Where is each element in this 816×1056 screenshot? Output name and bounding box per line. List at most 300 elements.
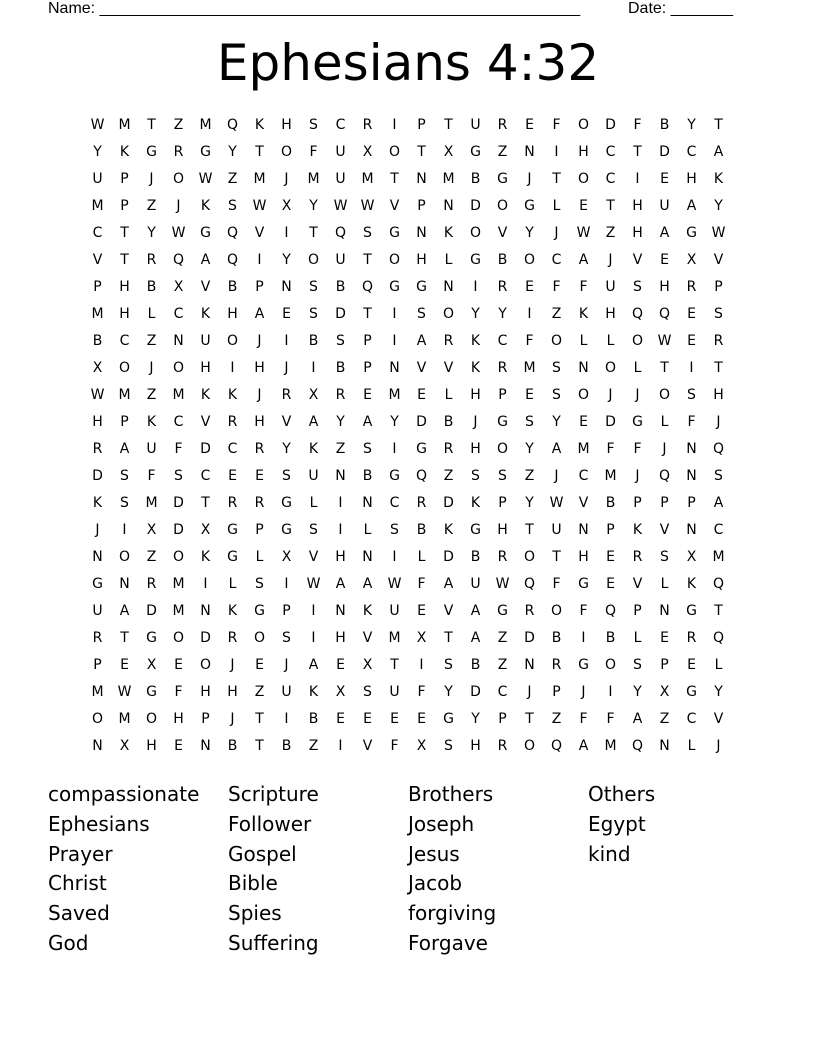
grid-letter[interactable]: Q <box>523 576 536 592</box>
grid-letter[interactable]: T <box>714 360 723 376</box>
grid-letter[interactable]: F <box>552 279 561 295</box>
grid-letter[interactable]: V <box>362 630 373 646</box>
grid-letter[interactable]: Q <box>658 306 671 322</box>
grid-letter[interactable]: K <box>227 603 238 619</box>
grid-letter[interactable]: U <box>335 252 346 268</box>
grid-letter[interactable]: T <box>444 117 453 133</box>
grid-letter[interactable]: E <box>336 711 345 727</box>
grid-letter[interactable]: R <box>92 630 103 646</box>
grid-letter[interactable]: Z <box>551 711 562 727</box>
grid-letter[interactable]: O <box>577 387 590 403</box>
grid-letter[interactable]: O <box>172 630 185 646</box>
grid-letter[interactable]: M <box>172 387 185 403</box>
grid-letter[interactable]: H <box>632 225 643 241</box>
grid-letter[interactable]: W <box>117 684 132 700</box>
grid-letter[interactable]: O <box>253 630 266 646</box>
grid-letter[interactable]: Y <box>228 144 237 160</box>
grid-letter[interactable]: O <box>226 333 239 349</box>
grid-letter[interactable]: I <box>257 252 262 268</box>
grid-letter[interactable]: I <box>392 441 397 457</box>
grid-letter[interactable]: A <box>713 144 724 160</box>
grid-letter[interactable]: G <box>524 198 535 214</box>
grid-letter[interactable]: C <box>497 333 508 349</box>
grid-letter[interactable]: G <box>389 225 400 241</box>
grid-letter[interactable]: X <box>146 522 157 538</box>
grid-letter[interactable]: T <box>201 495 210 511</box>
grid-letter[interactable]: Q <box>226 117 239 133</box>
grid-letter[interactable]: R <box>497 549 508 565</box>
grid-letter[interactable]: V <box>200 279 211 295</box>
grid-letter[interactable]: O <box>91 711 104 727</box>
grid-letter[interactable]: Y <box>309 198 318 214</box>
grid-letter[interactable]: W <box>387 576 402 592</box>
grid-letter[interactable]: I <box>635 171 640 187</box>
grid-letter[interactable]: F <box>174 441 183 457</box>
grid-letter[interactable]: P <box>120 198 129 214</box>
grid-letter[interactable]: I <box>581 630 586 646</box>
grid-letter[interactable]: P <box>417 117 426 133</box>
grid-letter[interactable]: U <box>605 279 616 295</box>
grid-letter[interactable]: Y <box>714 198 723 214</box>
grid-letter[interactable]: R <box>497 360 508 376</box>
grid-letter[interactable]: V <box>578 495 589 511</box>
grid-letter[interactable]: Y <box>525 441 534 457</box>
grid-letter[interactable]: M <box>361 171 374 187</box>
grid-letter[interactable]: K <box>578 306 589 322</box>
grid-letter[interactable]: T <box>120 630 129 646</box>
grid-letter[interactable]: G <box>470 144 481 160</box>
grid-letter[interactable]: O <box>118 360 131 376</box>
grid-letter[interactable]: N <box>200 738 211 754</box>
grid-letter[interactable]: L <box>687 738 696 754</box>
grid-letter[interactable]: H <box>227 684 238 700</box>
grid-letter[interactable]: T <box>120 225 129 241</box>
grid-letter[interactable]: U <box>308 468 319 484</box>
grid-letter[interactable]: J <box>473 414 478 430</box>
grid-letter[interactable]: K <box>200 387 211 403</box>
grid-letter[interactable]: C <box>578 468 589 484</box>
grid-letter[interactable]: A <box>416 333 427 349</box>
grid-letter[interactable]: W <box>360 198 375 214</box>
grid-letter[interactable]: X <box>659 684 670 700</box>
grid-letter[interactable]: C <box>551 252 562 268</box>
grid-letter[interactable]: S <box>687 387 696 403</box>
grid-letter[interactable]: B <box>308 711 319 727</box>
grid-letter[interactable]: P <box>633 603 642 619</box>
grid-letter[interactable]: I <box>419 657 424 673</box>
grid-letter[interactable]: Q <box>361 279 374 295</box>
grid-letter[interactable]: V <box>659 522 670 538</box>
grid-letter[interactable]: N <box>686 441 697 457</box>
grid-letter[interactable]: S <box>309 117 318 133</box>
grid-letter[interactable]: K <box>470 360 481 376</box>
grid-letter[interactable]: G <box>389 279 400 295</box>
grid-letter[interactable]: M <box>604 738 617 754</box>
grid-letter[interactable]: N <box>119 576 130 592</box>
grid-letter[interactable]: R <box>227 495 238 511</box>
grid-letter[interactable]: H <box>578 144 589 160</box>
grid-letter[interactable]: R <box>686 630 697 646</box>
grid-letter[interactable]: G <box>686 684 697 700</box>
grid-letter[interactable]: T <box>606 198 615 214</box>
grid-letter[interactable]: S <box>120 468 129 484</box>
grid-letter[interactable]: X <box>416 738 427 754</box>
letter-grid[interactable] <box>84 112 732 760</box>
grid-letter[interactable]: Z <box>497 144 508 160</box>
grid-letter[interactable]: D <box>416 414 427 430</box>
grid-letter[interactable]: K <box>713 171 724 187</box>
grid-letter[interactable]: O <box>496 198 509 214</box>
grid-letter[interactable]: E <box>174 738 183 754</box>
grid-letter[interactable]: O <box>523 738 536 754</box>
grid-letter[interactable]: I <box>311 360 316 376</box>
grid-letter[interactable]: K <box>92 495 103 511</box>
grid-letter[interactable]: J <box>527 684 532 700</box>
grid-letter[interactable]: R <box>335 387 346 403</box>
grid-letter[interactable]: B <box>470 549 481 565</box>
grid-letter[interactable]: L <box>606 333 615 349</box>
grid-letter[interactable]: O <box>604 360 617 376</box>
grid-letter[interactable]: E <box>255 657 264 673</box>
grid-letter[interactable]: B <box>605 630 616 646</box>
grid-letter[interactable]: A <box>362 576 373 592</box>
grid-letter[interactable]: L <box>417 549 426 565</box>
grid-letter[interactable]: I <box>338 495 343 511</box>
grid-letter[interactable]: O <box>442 306 455 322</box>
grid-letter[interactable]: R <box>497 279 508 295</box>
grid-letter[interactable]: D <box>443 495 454 511</box>
grid-letter[interactable]: D <box>173 522 184 538</box>
grid-letter[interactable]: R <box>632 549 643 565</box>
grid-letter[interactable]: Z <box>335 441 346 457</box>
grid-letter[interactable]: S <box>363 225 372 241</box>
grid-letter[interactable]: D <box>200 630 211 646</box>
grid-letter[interactable]: Z <box>308 738 319 754</box>
grid-letter[interactable]: P <box>660 495 669 511</box>
grid-letter[interactable]: U <box>335 171 346 187</box>
grid-letter[interactable]: L <box>363 522 372 538</box>
grid-letter[interactable]: I <box>284 711 289 727</box>
grid-letter[interactable]: K <box>632 522 643 538</box>
grid-letter[interactable]: T <box>363 252 372 268</box>
grid-letter[interactable]: E <box>579 414 588 430</box>
grid-letter[interactable]: G <box>686 225 697 241</box>
grid-letter[interactable]: M <box>388 630 401 646</box>
grid-letter[interactable]: E <box>336 657 345 673</box>
grid-letter[interactable]: G <box>686 603 697 619</box>
grid-letter[interactable]: X <box>362 657 373 673</box>
grid-letter[interactable]: X <box>92 360 103 376</box>
grid-letter[interactable]: H <box>470 441 481 457</box>
grid-letter[interactable]: H <box>335 549 346 565</box>
grid-letter[interactable]: A <box>200 252 211 268</box>
grid-letter[interactable]: O <box>550 603 563 619</box>
grid-letter[interactable]: Q <box>604 603 617 619</box>
grid-letter[interactable]: M <box>577 441 590 457</box>
grid-letter[interactable]: Z <box>254 684 265 700</box>
grid-letter[interactable]: B <box>227 738 238 754</box>
grid-letter[interactable]: L <box>309 495 318 511</box>
grid-letter[interactable]: U <box>389 684 400 700</box>
grid-letter[interactable]: E <box>363 711 372 727</box>
grid-letter[interactable]: I <box>392 306 397 322</box>
grid-letter[interactable]: G <box>146 630 157 646</box>
grid-letter[interactable]: F <box>687 414 696 430</box>
grid-letter[interactable]: P <box>255 279 264 295</box>
grid-letter[interactable]: Z <box>173 117 184 133</box>
grid-letter[interactable]: B <box>470 171 481 187</box>
grid-letter[interactable]: E <box>120 657 129 673</box>
grid-letter[interactable]: Z <box>524 468 535 484</box>
grid-letter[interactable]: U <box>389 603 400 619</box>
grid-letter[interactable]: V <box>443 603 454 619</box>
grid-letter[interactable]: Y <box>687 117 696 133</box>
grid-letter[interactable]: J <box>257 387 262 403</box>
grid-letter[interactable]: H <box>146 738 157 754</box>
grid-letter[interactable]: U <box>281 684 292 700</box>
grid-letter[interactable]: T <box>552 171 561 187</box>
grid-letter[interactable]: F <box>417 576 426 592</box>
grid-letter[interactable]: O <box>172 549 185 565</box>
grid-letter[interactable]: B <box>470 657 481 673</box>
grid-letter[interactable]: K <box>686 576 697 592</box>
grid-letter[interactable]: N <box>524 144 535 160</box>
grid-letter[interactable]: T <box>525 711 534 727</box>
grid-letter[interactable]: I <box>230 360 235 376</box>
grid-letter[interactable]: X <box>362 144 373 160</box>
grid-letter[interactable]: O <box>172 171 185 187</box>
grid-letter[interactable]: Q <box>712 441 725 457</box>
grid-letter[interactable]: S <box>417 306 426 322</box>
grid-letter[interactable]: I <box>338 522 343 538</box>
grid-letter[interactable]: H <box>686 171 697 187</box>
grid-letter[interactable]: J <box>554 225 559 241</box>
grid-letter[interactable]: O <box>577 117 590 133</box>
grid-letter[interactable]: S <box>633 657 642 673</box>
grid-letter[interactable]: K <box>200 549 211 565</box>
grid-letter[interactable]: V <box>443 360 454 376</box>
grid-letter[interactable]: G <box>92 576 103 592</box>
grid-letter[interactable]: O <box>523 549 536 565</box>
grid-letter[interactable]: L <box>444 252 453 268</box>
grid-letter[interactable]: P <box>120 171 129 187</box>
grid-letter[interactable]: B <box>362 468 373 484</box>
grid-letter[interactable]: L <box>660 576 669 592</box>
grid-letter[interactable]: W <box>333 198 348 214</box>
grid-letter[interactable]: S <box>633 279 642 295</box>
grid-letter[interactable]: C <box>686 144 697 160</box>
grid-letter[interactable]: Q <box>712 576 725 592</box>
grid-letter[interactable]: C <box>227 441 238 457</box>
grid-letter[interactable]: O <box>577 171 590 187</box>
grid-letter[interactable]: R <box>146 252 157 268</box>
grid-letter[interactable]: Z <box>605 225 616 241</box>
grid-letter[interactable]: V <box>200 414 211 430</box>
grid-letter[interactable]: U <box>92 603 103 619</box>
grid-letter[interactable]: Z <box>146 549 157 565</box>
grid-letter[interactable]: S <box>282 468 291 484</box>
grid-letter[interactable]: J <box>257 333 262 349</box>
grid-letter[interactable]: H <box>470 387 481 403</box>
grid-letter[interactable]: F <box>606 711 615 727</box>
grid-letter[interactable]: V <box>713 252 724 268</box>
grid-letter[interactable]: J <box>635 468 640 484</box>
grid-letter[interactable]: G <box>416 441 427 457</box>
grid-letter[interactable]: O <box>145 711 158 727</box>
grid-letter[interactable]: D <box>173 495 184 511</box>
grid-letter[interactable]: O <box>172 360 185 376</box>
grid-letter[interactable]: R <box>524 603 535 619</box>
grid-letter[interactable]: F <box>579 603 588 619</box>
grid-letter[interactable]: S <box>336 333 345 349</box>
grid-letter[interactable]: M <box>388 387 401 403</box>
grid-letter[interactable]: S <box>552 387 561 403</box>
grid-letter[interactable]: X <box>119 738 130 754</box>
grid-letter[interactable]: G <box>227 522 238 538</box>
grid-letter[interactable]: N <box>416 225 427 241</box>
grid-letter[interactable]: S <box>498 468 507 484</box>
grid-letter[interactable]: N <box>686 522 697 538</box>
grid-letter[interactable]: Q <box>226 252 239 268</box>
grid-letter[interactable]: P <box>201 711 210 727</box>
grid-letter[interactable]: E <box>579 198 588 214</box>
grid-letter[interactable]: T <box>363 306 372 322</box>
grid-letter[interactable]: B <box>497 252 508 268</box>
grid-letter[interactable]: D <box>470 198 481 214</box>
grid-letter[interactable]: N <box>362 549 373 565</box>
grid-letter[interactable]: F <box>525 333 534 349</box>
grid-letter[interactable]: X <box>146 657 157 673</box>
grid-letter[interactable]: T <box>390 657 399 673</box>
grid-letter[interactable]: E <box>687 306 696 322</box>
grid-letter[interactable]: D <box>335 306 346 322</box>
grid-letter[interactable]: T <box>417 144 426 160</box>
grid-letter[interactable]: X <box>281 198 292 214</box>
grid-letter[interactable]: V <box>713 711 724 727</box>
grid-letter[interactable]: R <box>254 441 265 457</box>
grid-letter[interactable]: S <box>390 522 399 538</box>
grid-letter[interactable]: L <box>579 333 588 349</box>
grid-letter[interactable]: P <box>417 198 426 214</box>
grid-letter[interactable]: B <box>416 522 427 538</box>
grid-letter[interactable]: P <box>498 495 507 511</box>
grid-letter[interactable]: O <box>199 657 212 673</box>
grid-letter[interactable]: I <box>689 360 694 376</box>
grid-letter[interactable]: I <box>527 306 532 322</box>
grid-letter[interactable]: E <box>228 468 237 484</box>
grid-letter[interactable]: V <box>254 225 265 241</box>
grid-letter[interactable]: T <box>633 144 642 160</box>
grid-letter[interactable]: Y <box>525 495 534 511</box>
grid-letter[interactable]: G <box>632 414 643 430</box>
grid-letter[interactable]: T <box>714 603 723 619</box>
grid-letter[interactable]: E <box>606 576 615 592</box>
grid-letter[interactable]: A <box>443 576 454 592</box>
grid-letter[interactable]: N <box>578 522 589 538</box>
grid-letter[interactable]: N <box>686 468 697 484</box>
grid-letter[interactable]: T <box>714 117 723 133</box>
grid-letter[interactable]: S <box>525 414 534 430</box>
grid-letter[interactable]: N <box>389 360 400 376</box>
grid-letter[interactable]: K <box>146 414 157 430</box>
grid-letter[interactable]: N <box>92 549 103 565</box>
grid-letter[interactable]: R <box>551 657 562 673</box>
grid-letter[interactable]: L <box>255 549 264 565</box>
grid-letter[interactable]: I <box>338 738 343 754</box>
grid-letter[interactable]: Y <box>714 684 723 700</box>
grid-letter[interactable]: N <box>281 279 292 295</box>
grid-letter[interactable]: H <box>227 306 238 322</box>
grid-letter[interactable]: J <box>716 414 721 430</box>
grid-letter[interactable]: W <box>495 576 510 592</box>
grid-letter[interactable]: G <box>281 522 292 538</box>
grid-letter[interactable]: E <box>417 711 426 727</box>
grid-letter[interactable]: V <box>416 360 427 376</box>
grid-letter[interactable]: F <box>633 117 642 133</box>
grid-letter[interactable]: M <box>253 171 266 187</box>
grid-letter[interactable]: R <box>362 117 373 133</box>
grid-letter[interactable]: Y <box>444 684 453 700</box>
grid-letter[interactable]: Q <box>631 306 644 322</box>
grid-letter[interactable]: M <box>118 387 131 403</box>
grid-letter[interactable]: D <box>146 603 157 619</box>
grid-letter[interactable]: B <box>146 279 157 295</box>
grid-letter[interactable]: N <box>524 657 535 673</box>
grid-letter[interactable]: A <box>335 576 346 592</box>
grid-letter[interactable]: V <box>497 225 508 241</box>
grid-letter[interactable]: N <box>362 495 373 511</box>
grid-letter[interactable]: F <box>579 279 588 295</box>
grid-letter[interactable]: R <box>497 738 508 754</box>
grid-letter[interactable]: E <box>417 387 426 403</box>
grid-letter[interactable]: K <box>470 333 481 349</box>
grid-letter[interactable]: Y <box>282 252 291 268</box>
grid-letter[interactable]: E <box>660 171 669 187</box>
grid-letter[interactable]: N <box>173 333 184 349</box>
grid-letter[interactable]: A <box>632 711 643 727</box>
grid-letter[interactable]: X <box>335 684 346 700</box>
grid-letter[interactable]: O <box>280 144 293 160</box>
grid-letter[interactable]: S <box>552 360 561 376</box>
grid-letter[interactable]: L <box>714 657 723 673</box>
grid-letter[interactable]: S <box>444 738 453 754</box>
grid-letter[interactable]: P <box>282 603 291 619</box>
grid-letter[interactable]: K <box>308 684 319 700</box>
grid-letter[interactable]: T <box>444 630 453 646</box>
grid-letter[interactable]: A <box>119 603 130 619</box>
grid-letter[interactable]: Q <box>415 468 428 484</box>
grid-letter[interactable]: T <box>309 225 318 241</box>
grid-letter[interactable]: X <box>686 252 697 268</box>
grid-letter[interactable]: Z <box>497 657 508 673</box>
grid-letter[interactable]: M <box>91 198 104 214</box>
grid-letter[interactable]: X <box>200 522 211 538</box>
grid-letter[interactable]: Z <box>146 333 157 349</box>
grid-letter[interactable]: J <box>635 387 640 403</box>
grid-letter[interactable]: G <box>497 414 508 430</box>
grid-letter[interactable]: N <box>200 603 211 619</box>
grid-letter[interactable]: J <box>284 360 289 376</box>
grid-letter[interactable]: B <box>92 333 103 349</box>
grid-letter[interactable]: Y <box>147 225 156 241</box>
grid-letter[interactable]: F <box>174 684 183 700</box>
grid-letter[interactable]: M <box>172 576 185 592</box>
grid-letter[interactable]: R <box>92 441 103 457</box>
grid-letter[interactable]: F <box>579 711 588 727</box>
grid-letter[interactable]: R <box>713 333 724 349</box>
grid-letter[interactable]: H <box>200 360 211 376</box>
grid-letter[interactable]: F <box>147 468 156 484</box>
